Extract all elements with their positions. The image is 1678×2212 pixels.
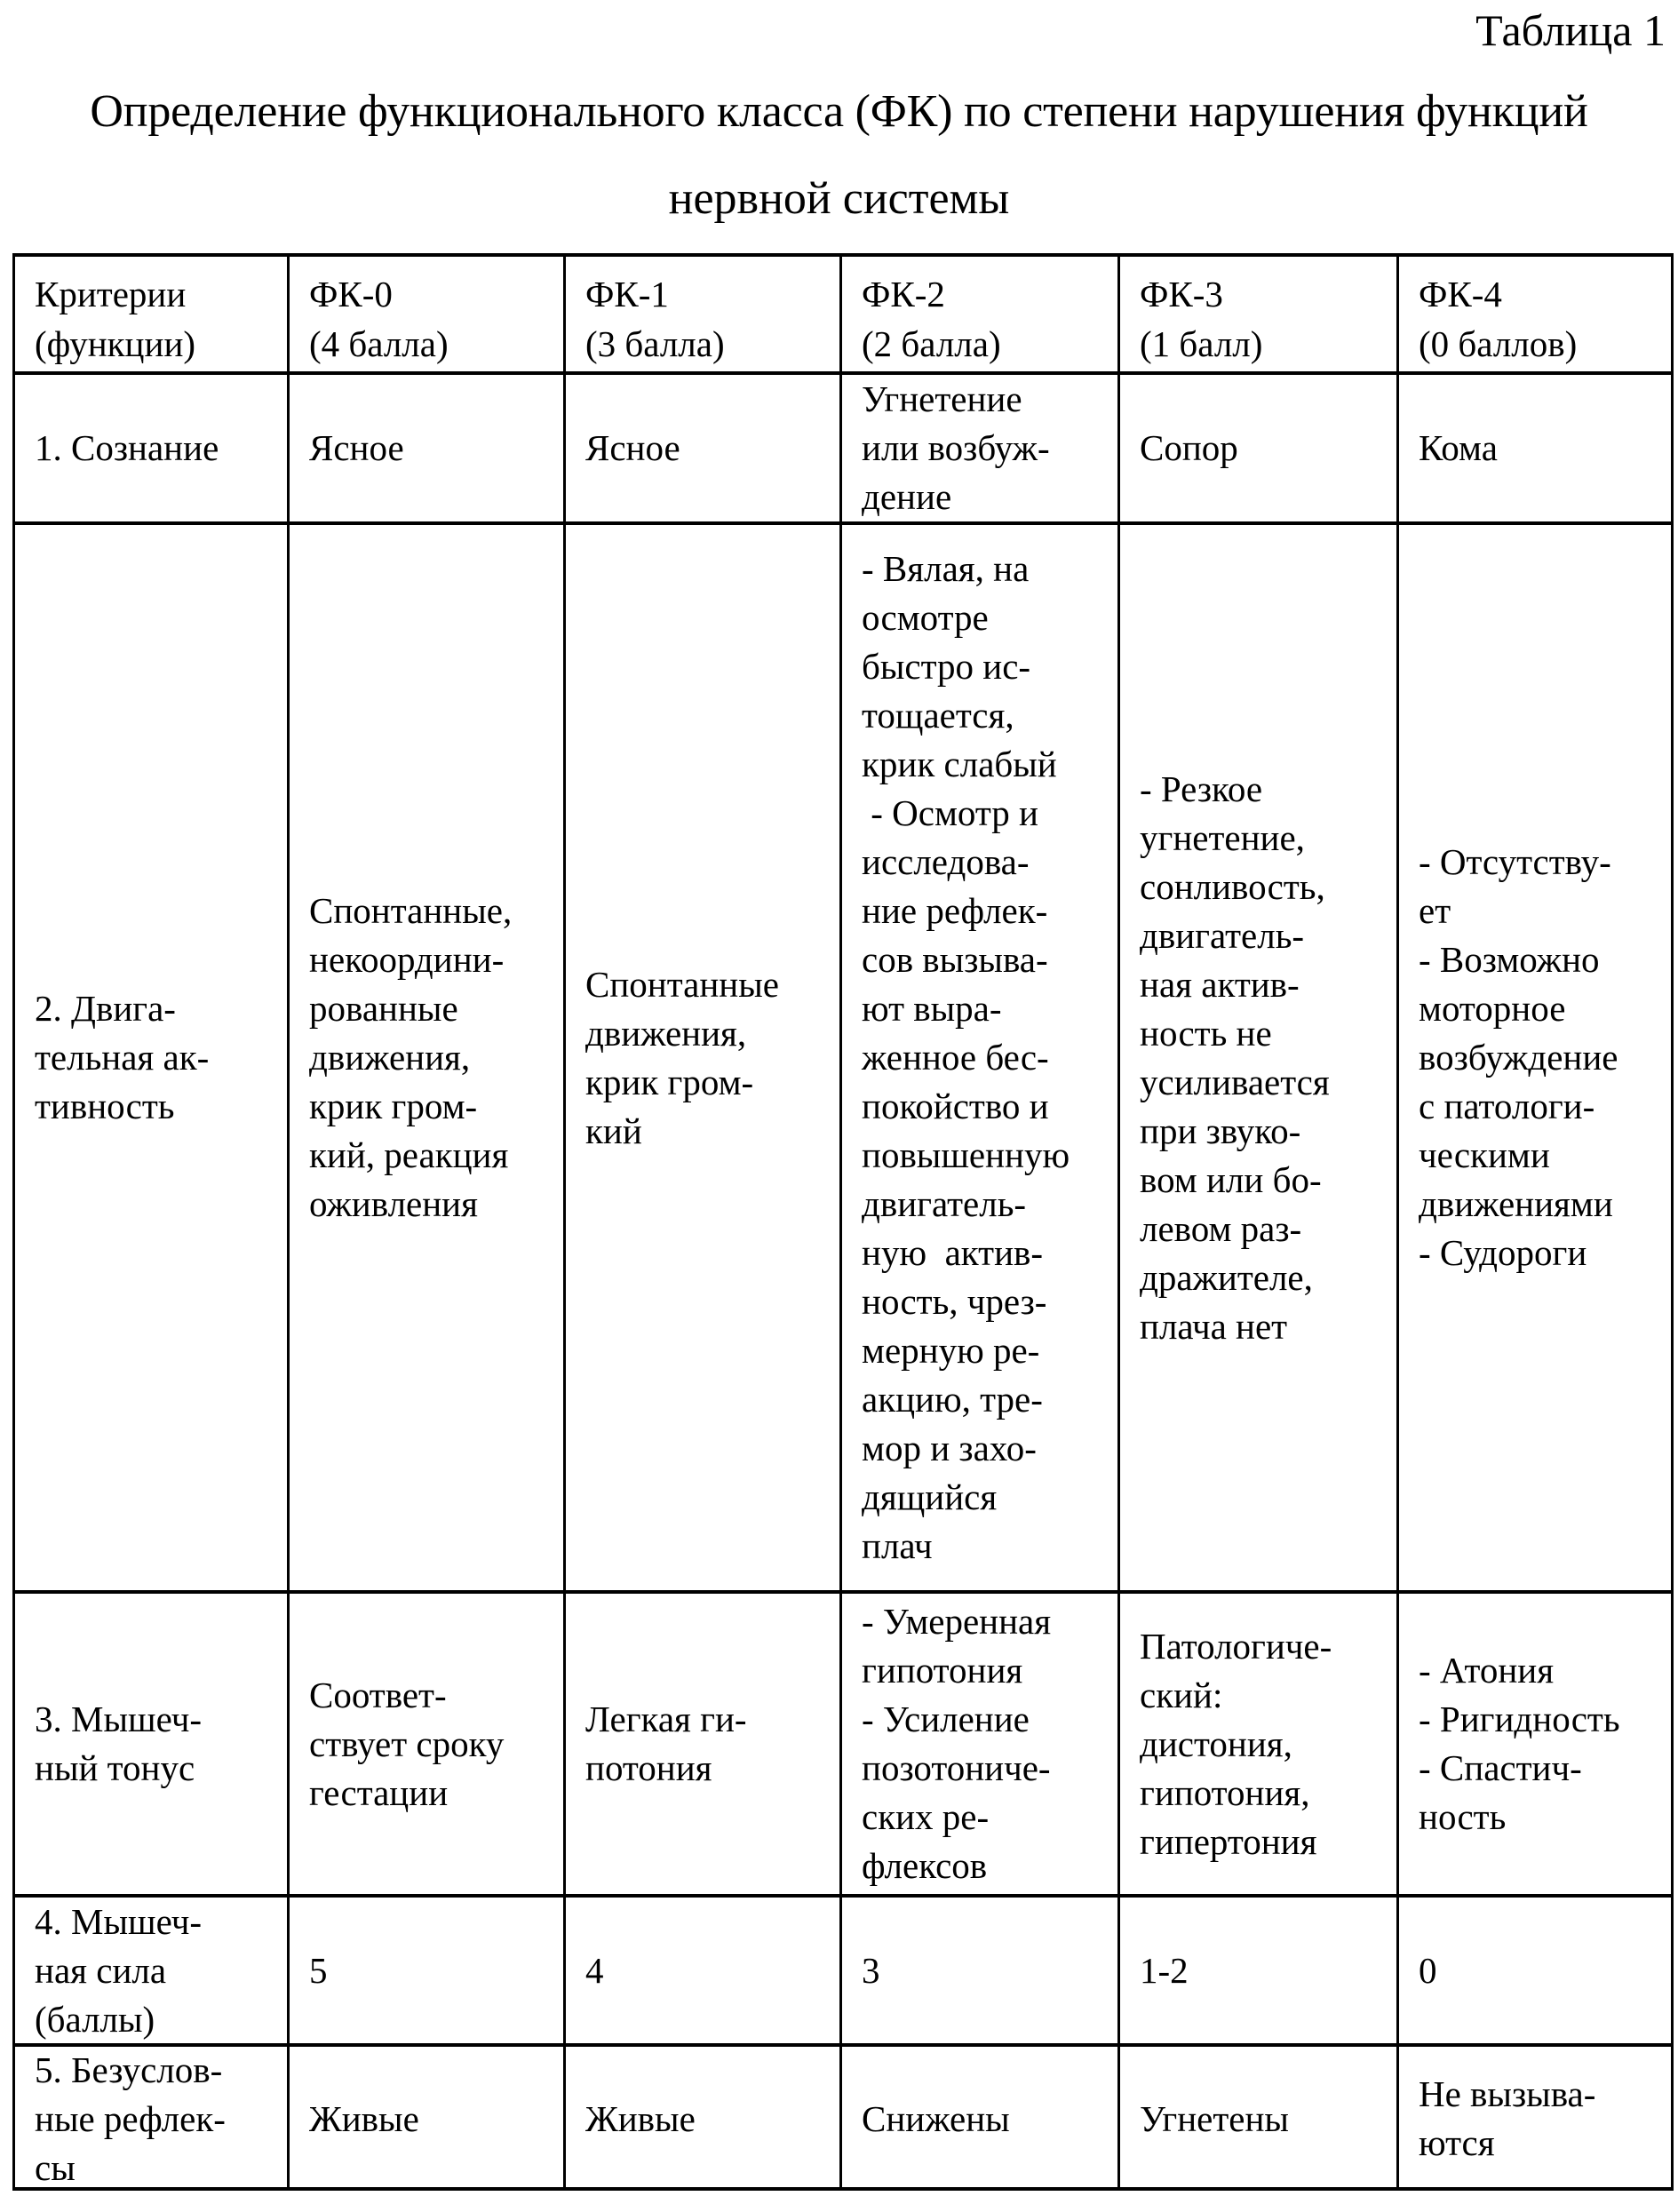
cell-text-line: - Отсутству-: [1419, 838, 1666, 887]
cell-text-line: моторное: [1419, 984, 1666, 1033]
cell-text-line: (2 балла): [862, 319, 1110, 369]
cell-text-line: Спонтанные,: [309, 887, 556, 935]
cell-text-line: ствует сроку: [309, 1720, 556, 1769]
table-cell-motor-activity-fk-0: [290, 525, 563, 1590]
cell-text-line: ФК-3: [1140, 269, 1389, 319]
cell-text-line: 1. Сознание: [35, 424, 280, 473]
cell-text-line: ность не: [1140, 1009, 1389, 1058]
cell-text-line: ные рефлек-: [35, 2095, 280, 2144]
cell-text-line: 3: [862, 1946, 1110, 1995]
cell-text-line: повышенную: [862, 1131, 1110, 1180]
cell-text-line: при звуко-: [1140, 1107, 1389, 1156]
table-cell-motor-activity-fk-3: [1120, 525, 1396, 1590]
cell-text-line: плач: [862, 1522, 1110, 1571]
table-column-border: [1396, 253, 1399, 2191]
cell-text-line: ную актив-: [862, 1229, 1110, 1277]
cell-text-line: ются: [1419, 2119, 1666, 2168]
cell-text-line: кий, реакция: [309, 1131, 556, 1180]
cell-text-line: ный тонус: [35, 1744, 280, 1793]
cell-text-line: мор и захо-: [862, 1424, 1110, 1473]
table-cell-muscle-strength-fk-2: [842, 1898, 1117, 2043]
table-row-border: [12, 2187, 1674, 2191]
cell-text-line: - Усиление: [862, 1695, 1110, 1744]
table-column-border: [1671, 253, 1674, 2191]
cell-text-line: тощается,: [862, 691, 1110, 740]
cell-text-line: ность, чрез-: [862, 1277, 1110, 1326]
cell-text-line: левом раз-: [1140, 1205, 1389, 1253]
cell-text-line: тивность: [35, 1082, 280, 1131]
table-row-border: [12, 371, 1674, 375]
cell-text-line: сов вызыва-: [862, 935, 1110, 984]
cell-text-line: крик слабый: [862, 740, 1110, 789]
cell-text-line: флексов: [862, 1842, 1110, 1890]
table-cell-muscle-strength-criteria: [15, 1898, 287, 2043]
cell-text-line: ческими: [1419, 1131, 1666, 1180]
cell-text-line: - Осмотр и: [862, 789, 1110, 838]
cell-text-line: - Умеренная: [862, 1597, 1110, 1646]
table-cell-consciousness-fk-2: [842, 375, 1117, 521]
table-cell-muscle-tone-fk-0: [290, 1594, 563, 1894]
cell-text-line: (3 балла): [585, 319, 832, 369]
header-cell-header-fk-4: [1399, 257, 1674, 371]
table-cell-muscle-tone-fk-1: [566, 1594, 839, 1894]
cell-text-line: Соответ-: [309, 1671, 556, 1720]
table-title-line-2: нервной системы: [0, 172, 1678, 226]
cell-text-line: ский:: [1140, 1671, 1389, 1720]
cell-text-line: Живые: [309, 2095, 556, 2144]
cell-text-line: гипертония: [1140, 1818, 1389, 1866]
cell-text-line: или возбуж-: [862, 424, 1110, 473]
table-column-border: [12, 253, 15, 2191]
cell-text-line: гипотония: [862, 1646, 1110, 1695]
cell-text-line: дящийся: [862, 1473, 1110, 1522]
cell-text-line: двигатель-: [862, 1180, 1110, 1229]
cell-text-line: тельная ак-: [35, 1033, 280, 1082]
table-cell-motor-activity-fk-4: [1399, 525, 1674, 1590]
cell-text-line: 1-2: [1140, 1946, 1389, 1995]
table-cell-unconditioned-reflexes-criteria: [15, 2047, 287, 2191]
table-cell-muscle-tone-criteria: [15, 1594, 287, 1894]
cell-text-line: быстро ис-: [862, 642, 1110, 691]
table-cell-muscle-strength-fk-4: [1399, 1898, 1674, 2043]
header-cell-header-fk-2: [842, 257, 1117, 371]
cell-text-line: 5: [309, 1946, 556, 1995]
cell-text-line: Спонтанные: [585, 960, 832, 1009]
table-cell-consciousness-fk-0: [290, 375, 563, 521]
table-number-label: Таблица 1: [1475, 4, 1666, 57]
cell-text-line: - Атония: [1419, 1646, 1666, 1695]
cell-text-line: акцию, тре-: [862, 1375, 1110, 1424]
cell-text-line: 5. Безуслов-: [35, 2046, 280, 2095]
cell-text-line: (0 баллов): [1419, 319, 1666, 369]
table-cell-muscle-strength-fk-1: [566, 1898, 839, 2043]
cell-text-line: с патологи-: [1419, 1082, 1666, 1131]
cell-text-line: ет: [1419, 887, 1666, 935]
cell-text-line: (1 балл): [1140, 319, 1389, 369]
cell-text-line: Угнетение: [862, 375, 1110, 424]
cell-text-line: исследова-: [862, 838, 1110, 887]
cell-text-line: Патологиче-: [1140, 1622, 1389, 1671]
cell-text-line: 4: [585, 1946, 832, 1995]
cell-text-line: крик гром-: [585, 1058, 832, 1107]
cell-text-line: Критерии: [35, 269, 280, 319]
cell-text-line: 3. Мышеч-: [35, 1695, 280, 1744]
cell-text-line: движения,: [585, 1009, 832, 1058]
cell-text-line: ФК-1: [585, 269, 832, 319]
cell-text-line: рованные: [309, 984, 556, 1033]
cell-text-line: некоордини-: [309, 935, 556, 984]
cell-text-line: ная актив-: [1140, 960, 1389, 1009]
cell-text-line: возбуждение: [1419, 1033, 1666, 1082]
cell-text-line: ФК-0: [309, 269, 556, 319]
cell-text-line: Снижены: [862, 2095, 1110, 2144]
cell-text-line: - Возможно: [1419, 935, 1666, 984]
cell-text-line: дение: [862, 473, 1110, 521]
cell-text-line: плача нет: [1140, 1302, 1389, 1351]
cell-text-line: движения,: [309, 1033, 556, 1082]
cell-text-line: (4 балла): [309, 319, 556, 369]
table-row-border: [12, 1590, 1674, 1594]
table-cell-motor-activity-criteria: [15, 525, 287, 1590]
table-row-border: [12, 521, 1674, 525]
cell-text-line: осмотре: [862, 593, 1110, 642]
cell-text-line: 4. Мышеч-: [35, 1898, 280, 1946]
cell-text-line: (функции): [35, 319, 280, 369]
cell-text-line: гипотония,: [1140, 1769, 1389, 1818]
table-cell-unconditioned-reflexes-fk-4: [1399, 2047, 1674, 2191]
cell-text-line: - Ригидность: [1419, 1695, 1666, 1744]
table-cell-consciousness-fk-4: [1399, 375, 1674, 521]
table-cell-motor-activity-fk-2: [842, 525, 1117, 1590]
cell-text-line: женное бес-: [862, 1033, 1110, 1082]
cell-text-line: 2. Двига-: [35, 984, 280, 1033]
cell-text-line: двигатель-: [1140, 911, 1389, 960]
table-cell-consciousness-fk-3: [1120, 375, 1396, 521]
cell-text-line: гестации: [309, 1769, 556, 1818]
cell-text-line: - Вялая, на: [862, 545, 1110, 593]
cell-text-line: 0: [1419, 1946, 1666, 1995]
table-row-border: [12, 2043, 1674, 2047]
table-column-border: [1117, 253, 1120, 2191]
header-cell-header-fk-3: [1120, 257, 1396, 371]
table-column-border: [563, 253, 566, 2191]
cell-text-line: ность: [1419, 1793, 1666, 1842]
table-cell-unconditioned-reflexes-fk-0: [290, 2047, 563, 2191]
cell-text-line: Легкая ги-: [585, 1695, 832, 1744]
cell-text-line: - Резкое: [1140, 765, 1389, 814]
cell-text-line: позотониче-: [862, 1744, 1110, 1793]
cell-text-line: ФК-4: [1419, 269, 1666, 319]
table-cell-unconditioned-reflexes-fk-1: [566, 2047, 839, 2191]
table-cell-muscle-tone-fk-2: [842, 1594, 1117, 1894]
cell-text-line: Ясное: [309, 424, 556, 473]
cell-text-line: - Спастич-: [1419, 1744, 1666, 1793]
cell-text-line: Не вызыва-: [1419, 2070, 1666, 2119]
table-column-border: [287, 253, 290, 2191]
cell-text-line: Сопор: [1140, 424, 1389, 473]
table-cell-muscle-strength-fk-0: [290, 1898, 563, 2043]
table-cell-muscle-tone-fk-4: [1399, 1594, 1674, 1894]
cell-text-line: кий: [585, 1107, 832, 1156]
table-cell-consciousness-criteria: [15, 375, 287, 521]
cell-text-line: Живые: [585, 2095, 832, 2144]
cell-text-line: Кома: [1419, 424, 1666, 473]
table-cell-unconditioned-reflexes-fk-2: [842, 2047, 1117, 2191]
cell-text-line: ских ре-: [862, 1793, 1110, 1842]
cell-text-line: ют выра-: [862, 984, 1110, 1033]
table-cell-unconditioned-reflexes-fk-3: [1120, 2047, 1396, 2191]
cell-text-line: движениями: [1419, 1180, 1666, 1229]
cell-text-line: дистония,: [1140, 1720, 1389, 1769]
table-cell-muscle-strength-fk-3: [1120, 1898, 1396, 2043]
header-cell-header-fk-0: [290, 257, 563, 371]
cell-text-line: усиливается: [1140, 1058, 1389, 1107]
cell-text-line: Ясное: [585, 424, 832, 473]
header-cell-header-criteria: [15, 257, 287, 371]
table-row-border: [12, 1894, 1674, 1898]
cell-text-line: Угнетены: [1140, 2095, 1389, 2144]
cell-text-line: оживления: [309, 1180, 556, 1229]
cell-text-line: сонливость,: [1140, 863, 1389, 911]
table-cell-motor-activity-fk-1: [566, 525, 839, 1590]
cell-text-line: ная сила: [35, 1946, 280, 1995]
cell-text-line: покойство и: [862, 1082, 1110, 1131]
cell-text-line: сы: [35, 2144, 280, 2192]
cell-text-line: крик гром-: [309, 1082, 556, 1131]
cell-text-line: вом или бо-: [1140, 1156, 1389, 1205]
cell-text-line: (баллы): [35, 1995, 280, 2044]
table-column-border: [839, 253, 842, 2191]
table-cell-muscle-tone-fk-3: [1120, 1594, 1396, 1894]
header-cell-header-fk-1: [566, 257, 839, 371]
table-cell-consciousness-fk-1: [566, 375, 839, 521]
cell-text-line: ние рефлек-: [862, 887, 1110, 935]
table-row-border: [12, 253, 1674, 257]
criteria-table: [12, 253, 1674, 2191]
table-title-line-1: Определение функционального класса (ФК) по степени нарушения функций: [0, 85, 1678, 139]
cell-text-line: дражителе,: [1140, 1253, 1389, 1302]
cell-text-line: потония: [585, 1744, 832, 1793]
cell-text-line: мерную ре-: [862, 1326, 1110, 1375]
cell-text-line: - Судороги: [1419, 1229, 1666, 1277]
cell-text-line: ФК-2: [862, 269, 1110, 319]
cell-text-line: угнетение,: [1140, 814, 1389, 863]
